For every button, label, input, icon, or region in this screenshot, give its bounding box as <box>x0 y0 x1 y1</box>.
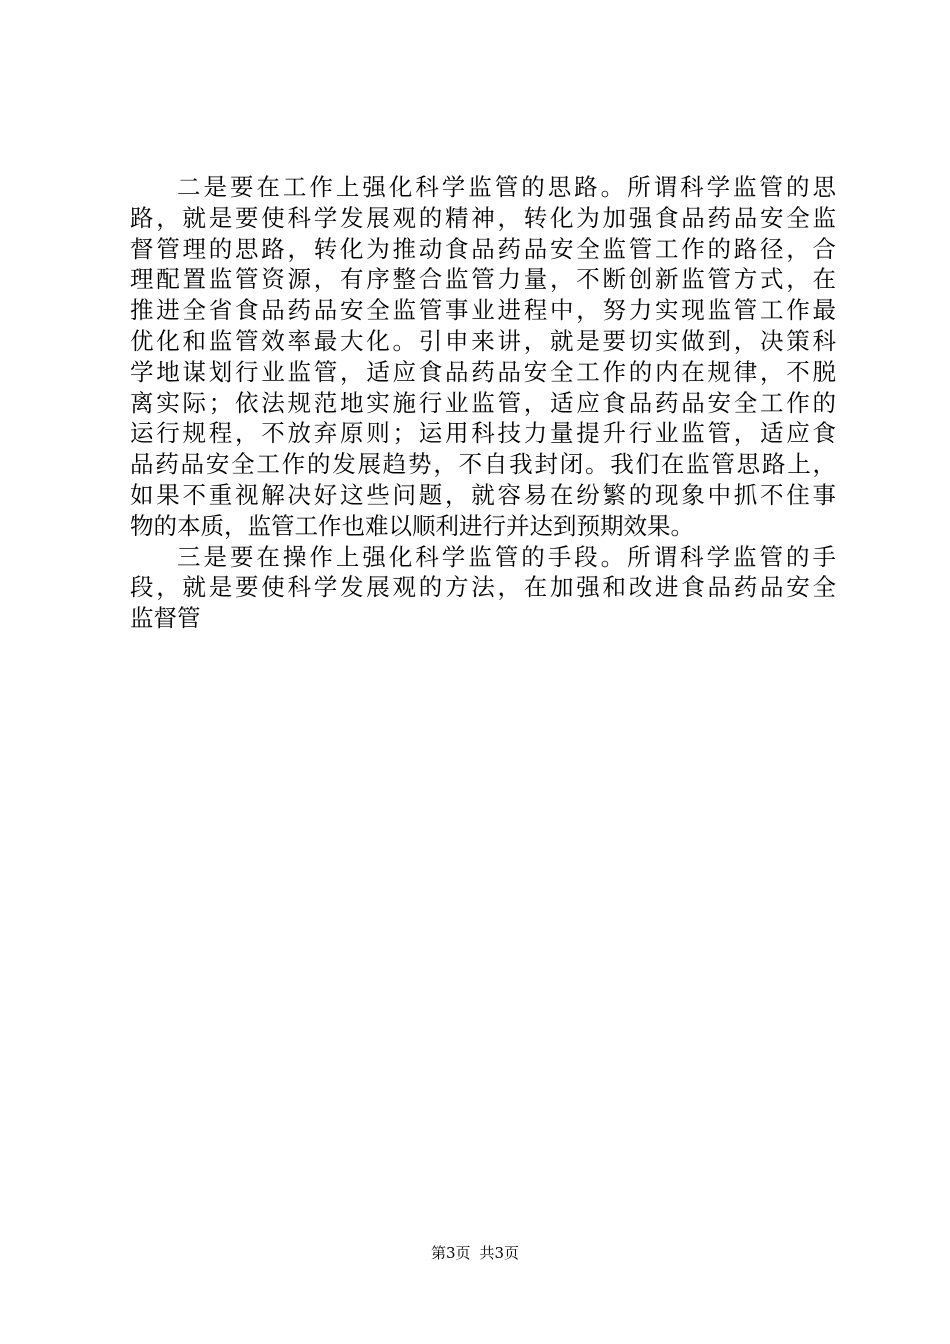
paragraph-line: 推进全省食品药品安全监管事业进程中，努力实现监管工作最 <box>130 296 836 325</box>
paragraph-line: 路，就是要使科学发展观的精神，转化为加强食品药品安全监 <box>130 203 836 232</box>
paragraph-3 <box>130 542 836 634</box>
paragraph-line: 如果不重视解决好这些问题，就容易在纷繁的现象中抓不住事 <box>130 480 836 509</box>
paragraph-2 <box>130 172 836 542</box>
paragraph-line: 物的本质，监管工作也难以顺利进行并达到预期效果。 <box>130 511 694 540</box>
paragraph-line: 督管理的思路，转化为推动食品药品安全监管工作的路径，合 <box>130 234 836 263</box>
paragraph-line: 理配置监管资源，有序整合监管力量，不断创新监管方式，在 <box>130 265 836 294</box>
page-total: 共3页 <box>479 1244 520 1262</box>
paragraph-line: 二是要在工作上强化科学监管的思路。所谓科学监管的思 <box>177 173 836 201</box>
page-number: 第3页 <box>430 1244 471 1262</box>
paragraph-line: 品药品安全工作的发展趋势，不自我封闭。我们在监管思路上， <box>130 450 836 479</box>
paragraph-line: 学地谋划行业监管，适应食品药品安全工作的内在规律，不脱 <box>130 357 836 386</box>
paragraph-line: 优化和监管效率最大化。引申来讲，就是要切实做到，决策科 <box>130 326 836 355</box>
paragraph-line: 离实际；依法规范地实施行业监管，适应食品药品安全工作的 <box>130 388 836 417</box>
paragraph-line: 三是要在操作上强化科学监管的手段。所谓科学监管的手 <box>177 542 836 571</box>
paragraph-line: 运行规程，不放弃原则；运用科技力量提升行业监管，适应食 <box>130 419 836 448</box>
document-body <box>130 172 836 634</box>
paragraph-line: 段，就是要使科学发展观的方法，在加强和改进食品药品安全 <box>130 573 836 602</box>
paragraph-line: 监督管 <box>130 604 201 633</box>
page-footer <box>0 1243 950 1263</box>
